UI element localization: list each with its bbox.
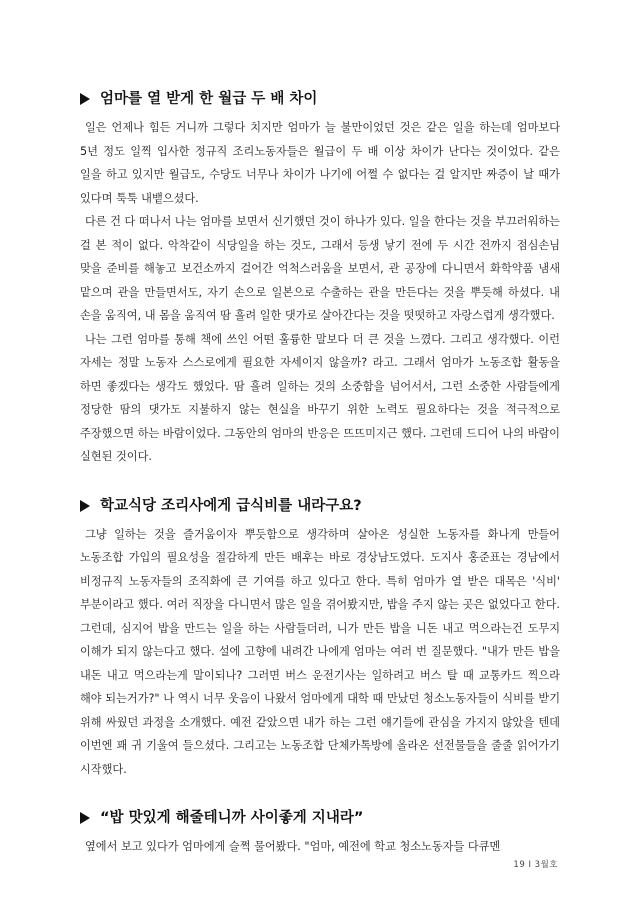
section-heading xyxy=(80,807,560,829)
section-heading-text: 학교식당 조리사에게 급식비를 내라구요? xyxy=(100,497,362,514)
issue-label: 3월호 xyxy=(534,860,558,870)
section-heading-text: 엄마를 열 받게 한 월급 두 배 차이 xyxy=(100,91,318,107)
paragraph: 옆에서 보고 있다가 엄마에게 슬쩍 물어봤다. "엄마, 예전에 학교 청소노동자들 다큐멘 xyxy=(85,840,501,853)
section-monthly-pay xyxy=(80,88,560,469)
section-heading xyxy=(80,88,560,110)
paragraph: 그냥 일하는 것을 즐거움이자 뿌듯함으로 생각하며 살아온 성실한 노동자를 화나게 만들어 노동조합 가입의 필요성을 절감하게 만든 배후는 바로 경상남도였다. 도지사 홍준표는 경남에서 비정규직 노동자들의 조직화에 큰 기여를 하고 있다고 한다. 특히 엄마가 열 받은 대목은 '식비' 부분이라고 했다. 여러 직장을 다니면서 많은 일을 겪어봤지만, 밥을 주지 않는 곳은 없었다고 한다. 그런데, 심지어 밥을 만드는 일을 하는 사람들더러, 니가 만든 밥을 니돈 내고 먹으라는건 도무지 이해가 되지 않는다고 했다. 설에 고향에 내려간 나에게 엄마는 여러 번 질문했다. "내가 만든 밥을 내돈 내고 먹으라는게 말이되나? 그러면 버스 운전기사는 일하려고 버스 탈 때 교통카드 찍으라 해야 되는거가?" 나 역시 너무 웃음이 나왔서 엄마에게 대학 때 만났던 청소노동자들이 식비를 받기 위해 싸웠던 과정을 소개했다. 예전 같았으면 내가 하는 그런 얘기들에 관심을 가지지 않았을 텐데 이번엔 꽤 귀 기울여 들으셨다. 그리고는 노동조합 단체카톡방에 올라온 선전물들을 줄줄 읽어가기 시작했다. xyxy=(80,527,560,776)
page-footer xyxy=(513,858,558,870)
article-body xyxy=(80,88,560,885)
section-tasty-meal xyxy=(80,807,560,859)
paragraph: 나는 그런 엄마를 통해 책에 쓰인 어떤 훌륭한 말보다 더 큰 것을 느꼈다. 그리고 생각했다. 이런 자세는 정말 노동자 스스로에게 필요한 자세이지 않을까? 라고. 그래서 엄마가 노동조합 활동을 하면 좋겠다는 생각도 했었다. 땀 흘려 일하는 것의 소중함을 넘어서서, 그런 소중한 사람들에게 정당한 땀의 댓가도 지불하지 않는 현실을 바꾸기 위한 노력도 필요하다는 것을 적극적으로 주장했으면 하는 바람이었다. 그동안의 엄마의 반응은 뜨뜨미지근 했다. 그런데 드디어 나의 바람이 실현된 것이다. xyxy=(80,332,560,463)
section-heading xyxy=(80,495,560,517)
section-meal-fee xyxy=(80,495,560,782)
triangle-bullet-icon xyxy=(80,93,90,105)
section-heading-text: “밥 맛있게 해줄테니까 사이좋게 지내라” xyxy=(100,810,364,826)
page-number: 19 xyxy=(513,860,526,870)
paragraph: 다른 건 다 떠나서 나는 엄마를 보면서 신기했던 것이 하나가 있다. 일을 한다는 것을 부끄러워하는 걸 본 적이 없다. 악착같이 식당일을 하는 것도, 그래서 등생 낳기 전에 두 시간 전까지 점심손님 맞을 준비를 해놓고 보건소까지 걸어간 억척스러움을 보면서, 관 공장에 다니면서 화학약품 냄새 맡으며 관을 만들면서도, 자기 손으로 일본으로 수출하는 관을 만든다는 것을 뿌듯해 하셨다. 내 손을 움직여, 내 몸을 움직여 땀 흘려 일한 댓가로 살아간다는 것을 떳떳하고 자랑스럽게 생각했다. xyxy=(80,215,560,322)
footer-separator: I xyxy=(528,860,532,870)
triangle-bullet-icon xyxy=(80,812,90,824)
triangle-bullet-icon xyxy=(80,500,90,512)
paragraph: 일은 언제나 힘든 거니까 그렇다 치지만 엄마가 늘 불만이었던 것은 같은 일을 하는데 엄마보다 5년 정도 일찍 입사한 정규직 조리노동자들은 월급이 두 배 이상 차이가 난다는 것이었다. 같은 일을 하고 있지만 월급도, 수당도 너무나 차이가 나기에 어쩔 수 없다는 걸 알지만 짜증이 날 때가 있다며 툭툭 내뱉으셨다. xyxy=(80,121,560,205)
